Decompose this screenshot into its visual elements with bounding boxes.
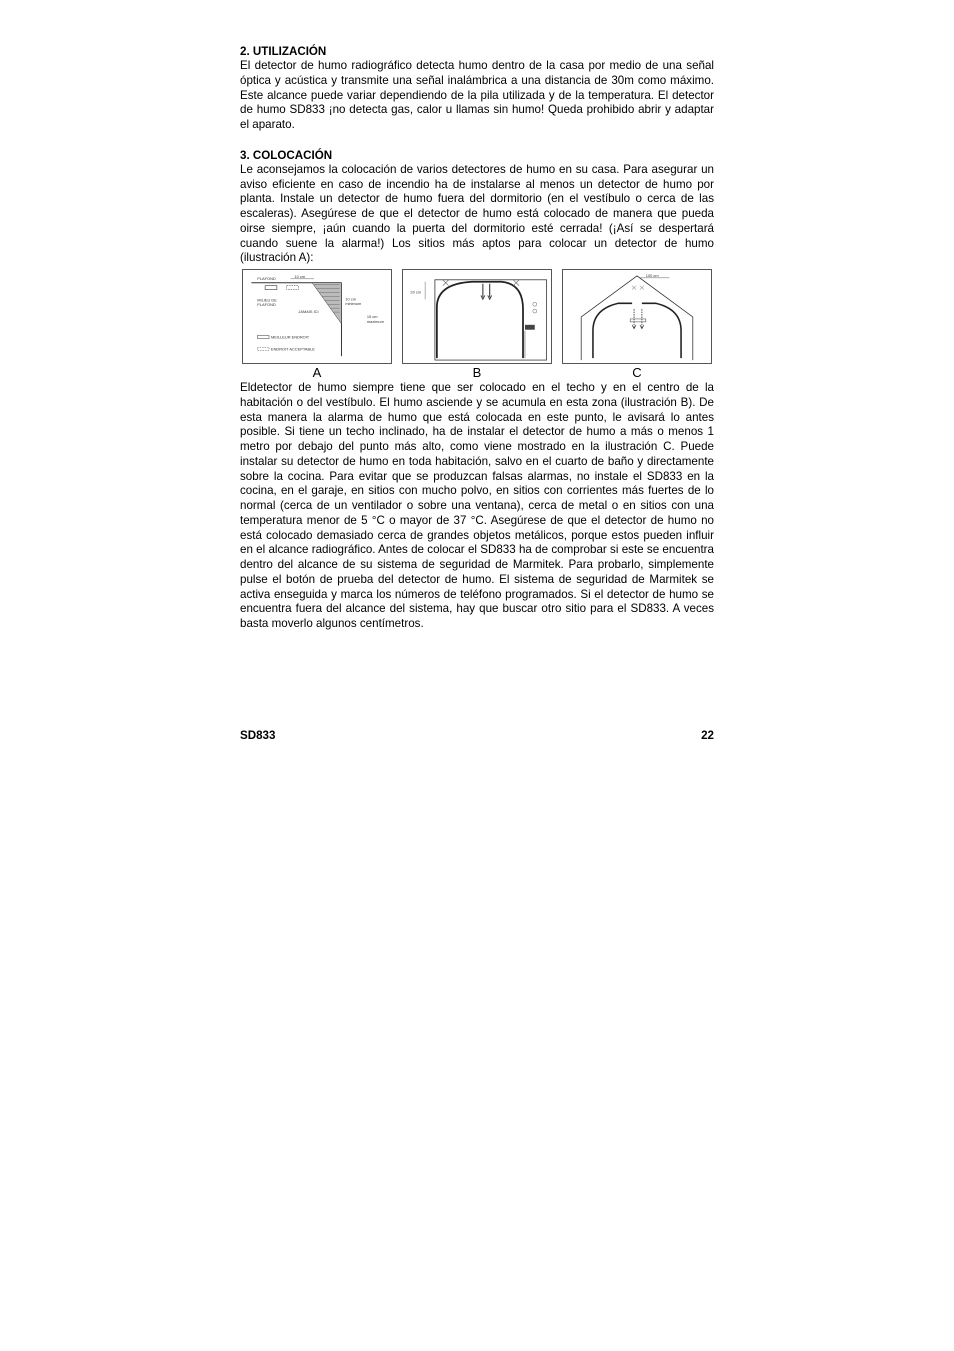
- label-milieu: MILIEU DE: [257, 297, 277, 303]
- illustration-c: [562, 269, 712, 364]
- legend-acceptable: ENDROIT ACCEPTABLE: [270, 346, 315, 352]
- illustration-a: [242, 269, 392, 364]
- label-max: 15 cm: [366, 313, 378, 319]
- legend-best: MEILLEUR ENDROIT: [270, 334, 310, 340]
- illustration-b-label: B: [472, 365, 482, 380]
- section-body-colocacion-intro: Le aconsejamos la colocación de varios detectores de humo en su casa. Para asegurar un aviso eficiente en caso de incendio ha de instalarse al menos un detector de humo por planta. Instale un detector de humo fuera del dormitorio (en el vestíbulo o cerca de las escaleras). Asegúrese de que el detector de humo está colocado de manera que pueda oirse siempre, ¡aún cuando la puerta del dormitorio esté cerrada! (¡Así se despertará cuando suene la alarma!) Los sitios más aptos para colocar un detector de humo (ilustración A):: [240, 162, 714, 265]
- illustration-b-drawing: [403, 270, 551, 363]
- label-plafond: PLAFOND: [257, 275, 276, 281]
- label-dim-b: 20 cm: [410, 289, 422, 295]
- illustration-c-drawing: [563, 270, 711, 363]
- illustrations-row: [240, 269, 714, 381]
- label-dim-top: 10 cm: [294, 273, 306, 279]
- footer-model: SD833: [240, 729, 276, 742]
- document-page: [240, 44, 714, 632]
- label-max2: maximum: [366, 318, 384, 324]
- illustration-a-label: A: [312, 365, 322, 380]
- illustration-b: [402, 269, 552, 364]
- label-jamais: JAMAIS ICI: [298, 309, 319, 315]
- label-min: 10 cm: [345, 296, 357, 302]
- illustration-a-drawing: [243, 270, 391, 363]
- label-dim-c: 100 cm: [645, 272, 659, 278]
- section-body-colocacion-main: Eldetector de humo siempre tiene que ser colocado en el techo y en el centro de la habitación o del vestíbulo. El humo asciende y se acumula en esta zona (ilustración B). De esta manera la alarma de humo que está colocada en este punto, le avisará lo antes posible. Si tiene un techo inclinado, ha de instalar el detector de humo a más o menos 1 metro por debajo del punto más alto, como viene mostrado en la ilustración C. Puede instalar su detector de humo en toda habitación, salvo en el cuarto de baño y directamente sobre la cocina. Para evitar que se produzcan falsas alarmas, no instale el SD833 en la cocina, en el garaje, en sitios con mucho polvo, en sitios con corrientes más fuertes de lo normal (cerca de un ventilador o sobre una ventana), cerca de metal o en sitios con una temperatura menor de 5 °C o mayor de 37 °C. Asegúrese de que el detector de humo no está colocado demasiado cerca de grandes objetos metálicos, porque estos pueden influir en el alcance radiográfico. Antes de colocar el SD833 ha de comprobar si este se encuentra dentro del alcance de su sistema de seguridad de Marmitek. Para probarlo, simplemente pulse el botón de prueba del detector de humo. El sistema de seguridad de Marmitek se activa enseguida y marca los números de teléfono programados. Si el detector de humo se encuentra fuera del alcance del sistema, hay que buscar otro sitio para el SD833. A veces basta moverlo algunos centímetros.: [240, 381, 714, 630]
- section-body-utilizacion: El detector de humo radiográfico detecta humo dentro de la casa por medio de una señal óptica y acústica y transmite una señal inalámbrica a una distancia de 30m como máximo. Este alcance puede variar dependiendo de la pila utilizada y de la temperatura. El detector de humo SD833 ¡no detecta gas, calor u llamas sin humo! Queda prohibido abrir y adaptar el aparato.: [240, 59, 714, 131]
- section-heading-colocacion: 3. COLOCACIÓN: [240, 148, 333, 162]
- footer-page-number: 22: [701, 729, 714, 742]
- section-heading-utilizacion: 2. UTILIZACIÓN: [240, 45, 327, 58]
- label-milieu2: PLAFOND: [257, 302, 276, 308]
- label-min2: minimum: [345, 301, 362, 307]
- illustration-c-label: C: [632, 365, 642, 380]
